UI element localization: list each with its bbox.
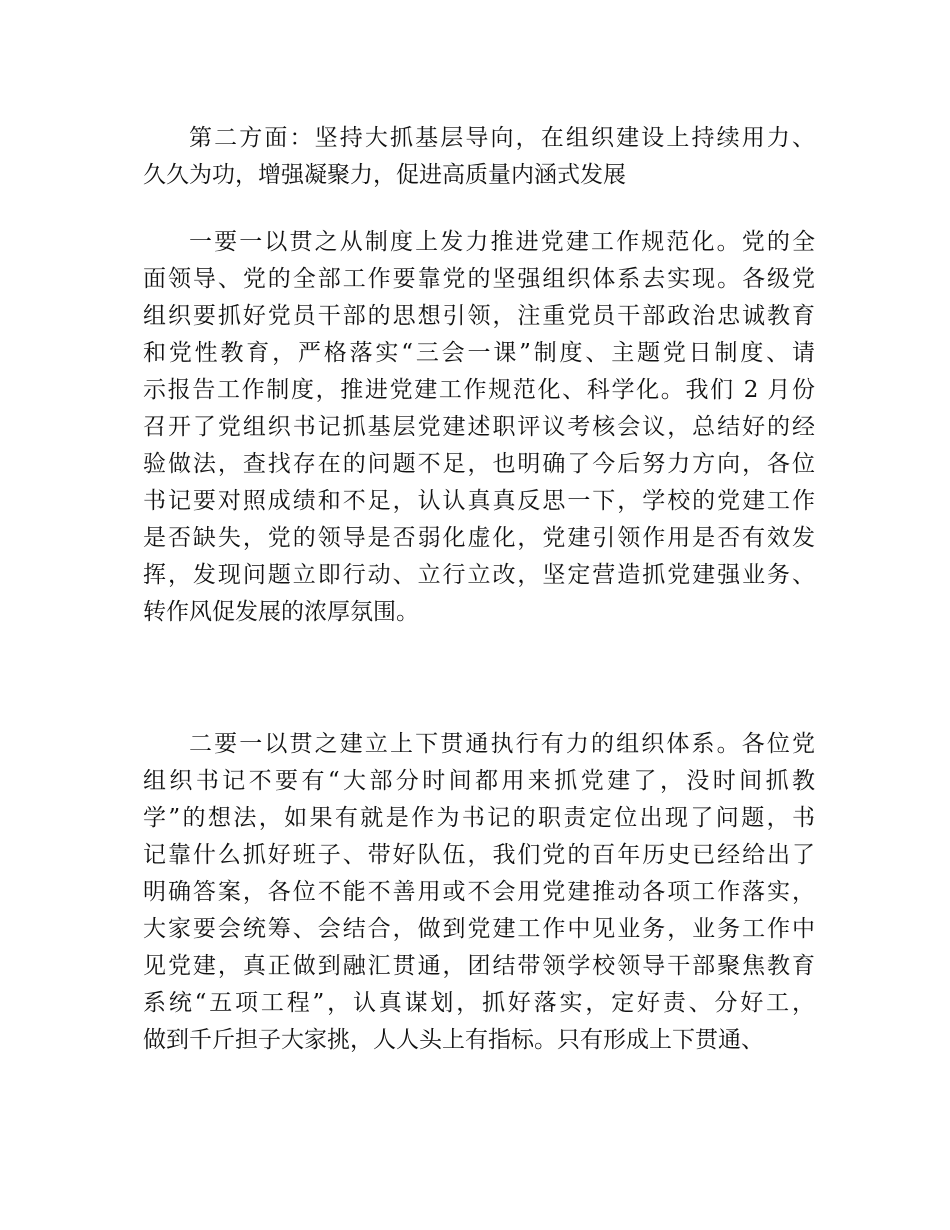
paragraph-line: 组织要抓好党员干部的思想引领，注重党员干部政治忠诚教育 xyxy=(143,303,815,329)
paragraph-line: 召开了党组织书记抓基层党建述职评议考核会议，总结好的经 xyxy=(143,414,815,440)
paragraph-line: 系统“五项工程”，认真谋划，抓好落实，定好责、分好工， xyxy=(143,990,815,1016)
paragraph-line: 见党建，真正做到融汇贯通，团结带领学校领导干部聚焦教育 xyxy=(143,953,815,979)
paragraph-1 xyxy=(143,224,815,631)
paragraph-line: 大家要会统筹、会结合，做到党建工作中见业务，业务工作中 xyxy=(143,916,815,942)
paragraph-line: 和党性教育，严格落实“三会一课”制度、主题党日制度、请 xyxy=(143,340,815,366)
paragraph-line: 组织书记不要有“大部分时间都用来抓党建了，没时间抓教 xyxy=(143,768,815,794)
paragraph-line: 做到千斤担子大家挑，人人头上有指标。只有形成上下贯通、 xyxy=(143,1027,764,1053)
heading-line: 第二方面：坚持大抓基层导向，在组织建设上持续用力、 xyxy=(189,125,815,151)
paragraph-line: 明确答案，各位不能不善用或不会用党建推动各项工作落实， xyxy=(143,879,815,905)
paragraph-line: 转作风促发展的浓厚氛围。 xyxy=(143,599,419,625)
paragraph-line: 示报告工作制度，推进党建工作规范化、科学化。我们 2 月份 xyxy=(143,377,815,403)
paragraph-line: 学”的想法，如果有就是作为书记的职责定位出现了问题，书 xyxy=(143,805,815,831)
paragraph-line: 一要一以贯之从制度上发力推进党建工作规范化。党的全 xyxy=(189,229,815,255)
section-heading xyxy=(143,120,815,194)
paragraph-line: 记靠什么抓好班子、带好队伍，我们党的百年历史已经给出了 xyxy=(143,842,815,868)
heading-line: 久久为功，增强凝聚力，促进高质量内涵式发展 xyxy=(143,162,626,188)
paragraph-line: 书记要对照成绩和不足，认认真真反思一下，学校的党建工作 xyxy=(143,488,815,514)
paragraph-line: 是否缺失，党的领导是否弱化虚化，党建引领作用是否有效发 xyxy=(143,525,815,551)
paragraph-line: 挥，发现问题立即行动、立行立改，坚定营造抓党建强业务、 xyxy=(143,562,815,588)
paragraph-line: 验做法，查找存在的问题不足，也明确了今后努力方向，各位 xyxy=(143,451,815,477)
paragraph-line: 二要一以贯之建立上下贯通执行有力的组织体系。各位党 xyxy=(189,731,815,757)
paragraph-2 xyxy=(143,726,815,1059)
paragraph-line: 面领导、党的全部工作要靠党的坚强组织体系去实现。各级党 xyxy=(143,266,815,292)
